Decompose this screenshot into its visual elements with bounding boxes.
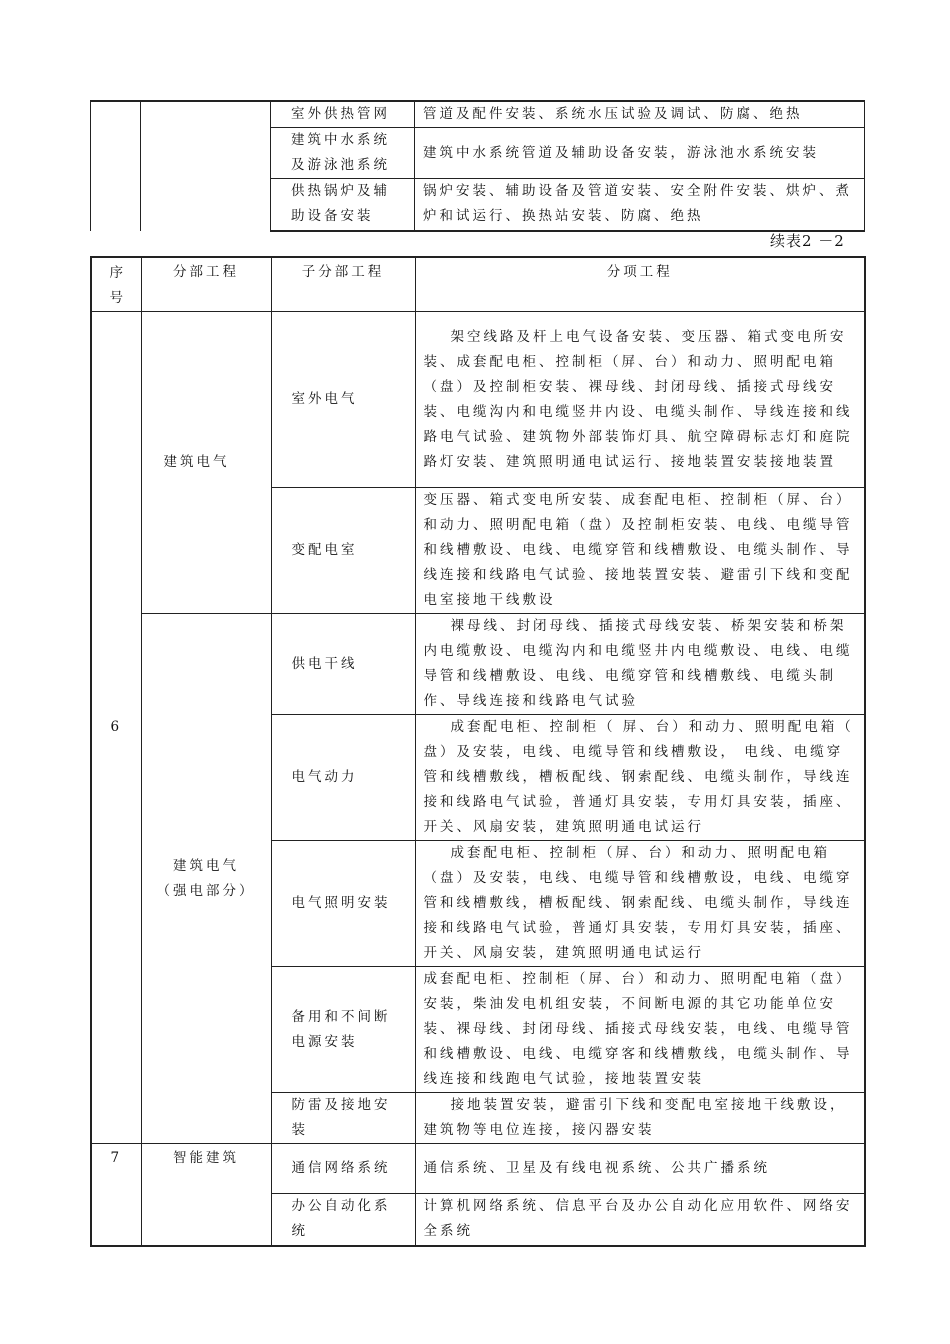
header-division: 分部工程 xyxy=(141,257,271,312)
subdivision-cell: 备用和不间断电源安装 xyxy=(271,967,415,1093)
items-cell: 建筑中水系统管道及辅助设备安装，游泳池水系统安装 xyxy=(415,128,865,179)
items-cell: 管道及配件安装、系统水压试验及调试、防腐、绝热 xyxy=(415,101,865,128)
items-cell: 成套配电柜、控制柜（屏、台）和动力、照明配电箱（盘）安装，柴油发电机组安装，不间断电源的其它功能单位安装、裸母线、封闭母线、插接式母线安装，电线、电缆导管和线槽敷设、电线、电缆穿客和线槽敷线，电缆头制作、导线连接和线跑电气试验，接地装置安装 xyxy=(415,967,865,1093)
header-items: 分项工程 xyxy=(415,257,865,312)
items-cell: 通信系统、卫星及有线电视系统、公共广播系统 xyxy=(415,1144,865,1194)
table-row xyxy=(91,614,865,715)
table-row xyxy=(91,101,865,128)
items-cell: 架空线路及杆上电气设备安装、变压器、箱式变电所安装、成套配电柜、控制柜（屏、台）和动力、照明配电箱（盘）及控制柜安装、裸母线、封闭母线、插接式母线安装、电缆沟内和电缆竖井内设、电缆头制作、导线连接和线路电气试验、建筑物外部装饰灯具、航空障碍标志灯和庭院路灯安装、建筑照明通电试运行、接地装置安装接地装置 xyxy=(415,312,865,488)
items-cell: 裸母线、封闭母线、插接式母线安装、桥架安装和桥架内电缆敷设、电缆沟内和电缆竖井内电缆敷设、电线、电缆导管和线槽敷设、电线、电缆穿管和线槽敷线、电缆头制作、导线连接和线路电气试验 xyxy=(415,614,865,715)
subdivision-cell: 供热锅炉及辅助设备安装 xyxy=(271,179,415,231)
subdivision-cell: 室外供热管网 xyxy=(271,101,415,128)
main-table xyxy=(90,256,866,1247)
division-line: （强电部分） xyxy=(156,882,256,899)
subdivision-cell: 通信网络系统 xyxy=(271,1144,415,1194)
group-number: 7 xyxy=(91,1144,141,1246)
division-cell xyxy=(141,614,271,1144)
items-cell: 变压器、箱式变电所安装、成套配电柜、控制柜（屏、台）和动力、照明配电箱（盘）及控制柜安装、电线、电缆导管和线槽敷设、电线、电缆穿管和线槽敷设、电缆头制作、导线连接和线路电气试验、接地装置安装、避雷引下线和变配电室接地干线敷设 xyxy=(415,488,865,614)
items-cell: 成套配电柜、控制柜（屏、台）和动力、照明配电箱（盘）及安装，电线、电缆导管和线槽敷设，电线、电缆穿管和线槽敷线，槽板配线、钢索配线、电缆头制作，导线连接和线路电气试验，普通灯具安装，专用灯具安装，插座、开关、风扇安装，建筑照明通电试运行 xyxy=(415,841,865,967)
items-cell: 计算机网络系统、信息平台及办公自动化应用软件、网络安全系统 xyxy=(415,1194,865,1246)
table-caption: 续表2 －2 xyxy=(770,232,845,250)
items-cell: 锅炉安装、辅助设备及管道安装、安全附件安装、烘炉、煮炉和试运行、换热站安装、防腐、绝热 xyxy=(415,179,865,231)
subdivision-cell: 供电干线 xyxy=(271,614,415,715)
subdivision-cell: 办公自动化系统 xyxy=(271,1194,415,1246)
items-cell: 接地装置安装，避雷引下线和变配电室接地干线敷设，建筑物等电位连接，接闪器安装 xyxy=(415,1093,865,1144)
subdivision-cell: 变配电室 xyxy=(271,488,415,614)
continuation-table xyxy=(90,100,865,232)
group-number: 6 xyxy=(91,312,141,1144)
division-line: 建筑电气 xyxy=(173,857,239,874)
table-row xyxy=(91,1144,865,1194)
division-cell: 智能建筑 xyxy=(141,1144,271,1246)
header-no: 序号 xyxy=(91,257,141,312)
items-cell: 成套配电柜、控制柜（ 屏、台）和动力、照明配电箱（ 盘）及安装，电线、电缆导管和线槽敷设， 电线、电缆穿管和线槽敷线，槽板配线、钢索配线、电缆头制作，导线连接和线路电气试验，普通灯具安装，专用灯具安装，插座、开关、风扇安装，建筑照明通电试运行 xyxy=(415,715,865,841)
table-row xyxy=(91,312,865,488)
subdivision-cell: 电气照明安装 xyxy=(271,841,415,967)
subdivision-cell: 建筑中水系统及游泳池系统 xyxy=(271,128,415,179)
subdivision-cell: 防雷及接地安装 xyxy=(271,1093,415,1144)
subdivision-cell: 电气动力 xyxy=(271,715,415,841)
header-row xyxy=(91,257,865,312)
subdivision-cell: 室外电气 xyxy=(271,312,415,488)
blank-cell xyxy=(141,101,271,231)
division-cell: 建筑电气 xyxy=(141,312,271,614)
header-subdivision: 子分部工程 xyxy=(271,257,415,312)
blank-cell xyxy=(91,101,141,231)
